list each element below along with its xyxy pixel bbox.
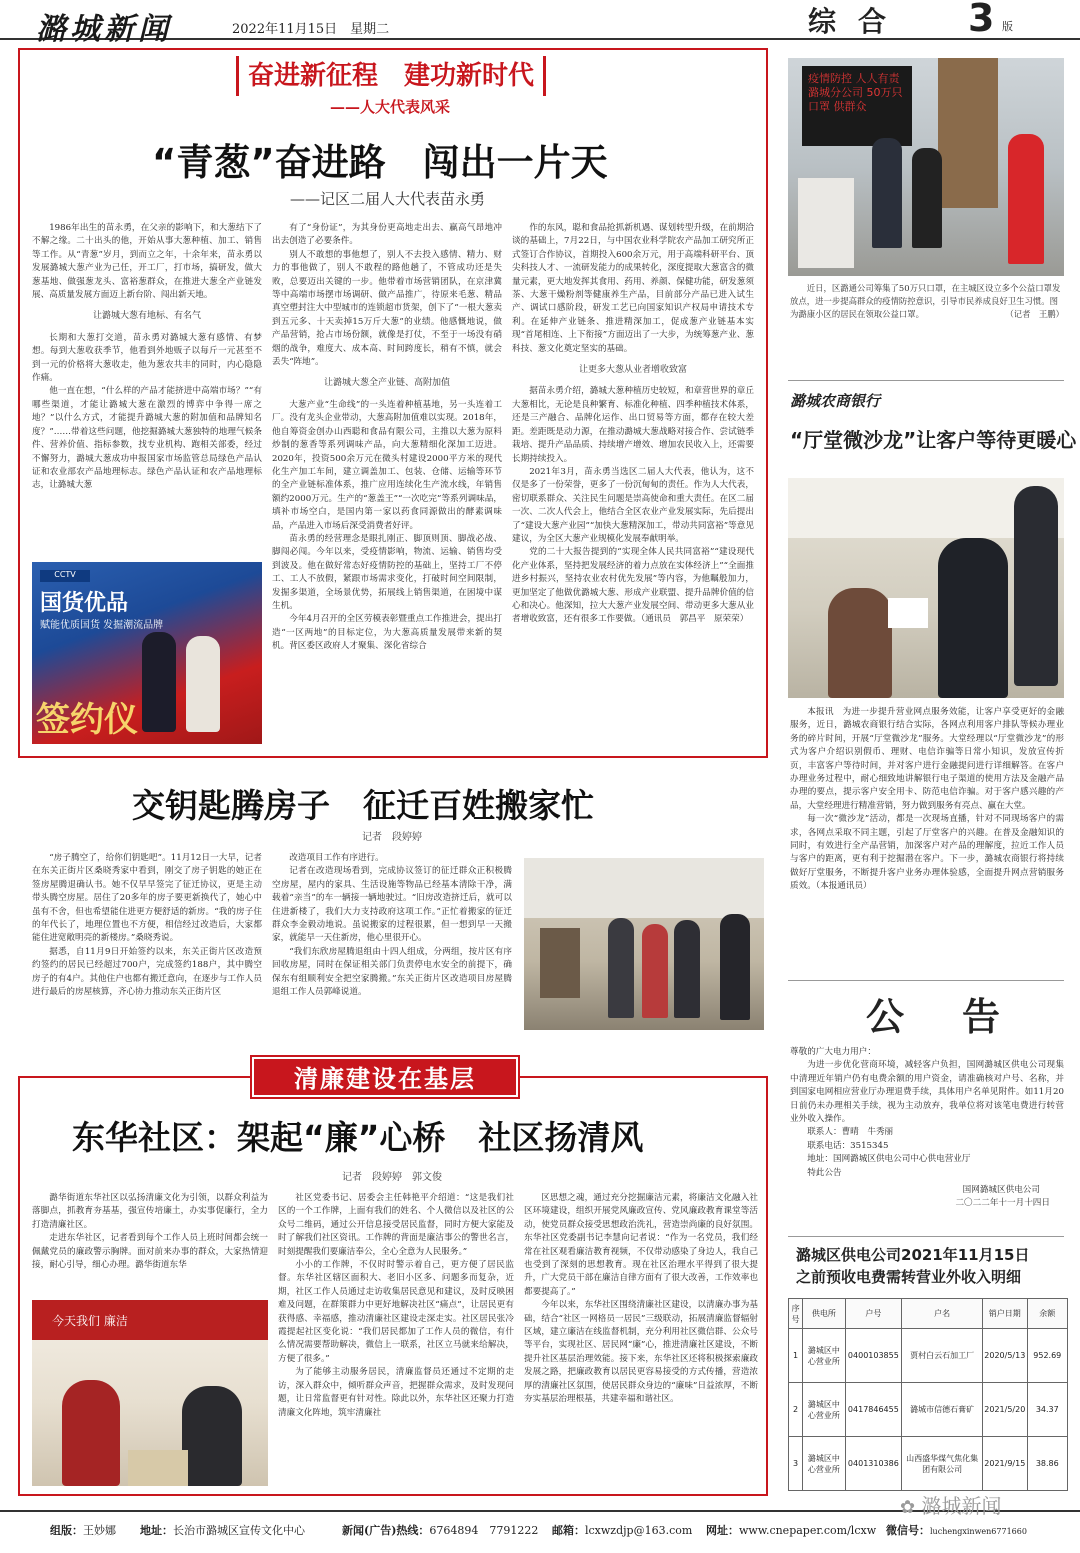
person-figure-icon [1014,486,1058,686]
photo-label: 国货优品 [40,591,129,616]
col-header: 户名 [902,1299,983,1329]
table-cell: 山西盛华煤气焦化集团有限公司 [902,1437,983,1491]
paragraph: 社区党委书记、居委会主任韩艳平介绍道：“这是我们社区的一个工作牌，上面有我们的姓名、个人微信以及社区的公众号二维码，通过公开信息接受居民监督，同时方便大家能及时了解我们社区资讯。工作牌的背面是廉洁事公的警世名言，时刻提醒我们要廉洁奉公，全心全意为人民服务。” [278,1193,514,1257]
door-shape [938,58,998,208]
paragraph: 区思想之魂，通过充分挖掘廉洁元素，将廉洁文化融入社区环境建设，组织开展党风廉政宣传、党风廉政教育课堂等活动，使党员群众接受思想政治洗礼，营造崇尚廉的良好氛围。东华社区党委副书记李慧向记者说：“作为一名党员，我们经常在社区观看廉洁教育视频，不仅带动感染了身边人，我自己也受到了深刻的思想教育。现在社区治理水平得到了很大提升，广大党员干部在廉洁自律方面有了很大改善，工作效率也都要提高了。” [524,1193,758,1297]
table-cell: 38.86 [1027,1437,1067,1491]
paragraph: 苗永勇的经营理念是眼扎刚正、脚顶则顶、脚战必战、脚闯必闯。今年以来，受疫情影响，物流、运输、销售均受到波及。他在做好常态好疫情防控的基础上，坚持工厂不停工、工人不放假，紧跟市场需求变化，打破时间空间限制，发掘多渠道，全场景优势，拓展线上销售渠道，在困境中谋生机。 [272,533,502,611]
table-cell: 1 [789,1329,803,1383]
footer-hotline [342,1522,538,1538]
story3-col1 [32,1192,268,1294]
photo-banner-big: 签约仪 [36,700,138,740]
paragraph: 1986年出生的苗永勇，在父亲的影响下，和大葱结下了不解之缘。二十出头的他，开始从事大葱种植、加工、销售等工作。从“青葱”岁月，到而立之年，十余年来，苗永勇以发展潞城大葱产业为己任，开工厂，打市场，搞研发，做大葱基地、做强葱龙头、富裕葱群众，在推进大葱全产业链发展、高质量发展方面迈上新台阶、闯出新天地。 [32,223,262,301]
table-cell: 潞城市信德石膏矿 [902,1383,983,1437]
story3-col2 [278,1192,514,1488]
footer-label: 组版： [50,1524,83,1537]
notice-greeting: 尊敬的广大电力用户： [790,1047,876,1057]
right-top-photo [788,58,1064,276]
divider [788,1236,1064,1237]
table-row [789,1437,1068,1491]
paragraph: 他一直在想，“什么样的产品才能挤进中高端市场？”“有哪些渠道，才能让潞城大葱在激烈的博弈中争得一席之地？”以什么方式，才能提升潞城大葱的附加值和品牌知名度？”……带着这些问题，他挖掘潞城大葱独特的地理气候条件、营养价值、指标参数，找专业机构、跑相关部委，经过不懈努力，潞城大葱成功申报国家市场监管总局绿色产品认证和农业部农产品地理标志。绿色产品认证和农产品地理标志，让潞城大葱 [32,386,262,491]
leaflet-shape [888,598,928,628]
person-figure-icon [186,636,220,732]
footer-label: 地址： [140,1524,173,1537]
paragraph: 潞华街道东华社区以弘扬清廉文化为引领，以群众利益为落脚点，抓教育夯基基，强宣传培廉土，办实事促廉行，全力打造清廉社区。 [32,1193,268,1230]
person-figure-icon [62,1380,120,1486]
footer-wechat [886,1522,1027,1538]
table-row [789,1329,1068,1383]
table-cell: 0417846455 [845,1383,902,1437]
story1-headline: “青葱”奋进路 闯出一片天 [152,141,608,184]
page-number: 3 [968,0,995,40]
table-cell: 2 [789,1383,803,1437]
wechat-logo-icon: ✿ [900,1497,916,1518]
issue-date: 2022年11月15日 星期二 [232,22,390,37]
table-cell: 2021/9/15 [983,1437,1028,1491]
table-row [789,1383,1068,1437]
paragraph: 为了能够主动服务居民，清廉监督员还通过不定期的走访，深入群众中，倾听群众声音，把握群众需求，及时发现问题，让日常监督更有针对性。除此以外，东华社区还聚力打造清廉文化阵地，筑牢清廉社 [278,1367,514,1418]
cctv-logo-icon: CCTV [40,570,90,582]
paragraph: 走进东华社区，记者看到每个工作人员上班时间都会统一佩戴党员的廉政警示胸牌。面对前来办事的群众，大家热情迎接，耐心引导，细心办理。潞华街道东华 [32,1233,268,1271]
story2-byline: 记者 段婷婷 [362,832,422,843]
notice-phone: 联系电话：3515345 [807,1140,889,1151]
page-suffix: 版 [1002,20,1013,33]
story3-photo [32,1300,268,1486]
table-cell: 潞城区中心营业所 [803,1383,845,1437]
story1-kicker-sub: ——人大代表风采 [330,98,451,116]
caption-text: 近日，区潞通公司筹集了50万只口罩，在主城区设立多个公益口罩发放点，进一步提高群众的疫情防控意识，引导市民养成良好卫生习惯。图为潞康小区的居民在领取公益口罩。 [790,283,1061,319]
col-header: 供电所 [803,1299,845,1329]
table-cell: 贾村白云石加工厂 [902,1329,983,1383]
person-figure-icon [938,538,1008,698]
paragraph: 长期和大葱打交道，苗永勇对潞城大葱有感情、有梦想。每到大葱收获季节，他看到外地贩子以每斤一元甚至不到一元的价格将大葱收走，他为葱农共丰的同时，内心隐隐作痛。 [32,332,262,384]
footer-editor [50,1522,116,1538]
footer-label: 网址： [706,1524,739,1537]
table-cell: 2020/5/13 [983,1329,1028,1383]
person-figure-icon [720,914,750,1020]
footer-value: 6764894 7791222 [429,1524,539,1537]
wall-shape [524,858,764,918]
table-cell: 2021/5/20 [983,1383,1028,1437]
story1-col1 [32,222,262,552]
paragraph: 党的二十大报告提到的“实现全体人民共同富裕”“建设现代化产业体系，坚持把发展经济的着力点放在实体经济上”“全面推进乡村振兴，坚持农业农村优先发展”等内容，为他瞩般加力，更加坚定了他做优潞城大葱、形成产业联盟、提升品牌价值的信心和决心。他深知，拉大大葱产业发展空间、带动更多大葱从业者增收致富，还有很多工作要做。（通讯员 郭昌平 原荣荣） [512,547,754,625]
desk-shape [128,1450,188,1486]
notice-body [790,1046,1064,1238]
story1-subheading-1: 让潞城大葱有地标、有名气 [92,311,201,322]
notice-tail: 特此公告 [807,1167,842,1178]
paragraph: “我们东欣房屋腾退组由十四人组成，分两组，按片区有序回收房屋，同时在保证相关部门负责停电水安全的前提下，确保东有组顺利安全把空家腾搬。”东关正街片区改造项目房屋腾退组工作人员郭峰说道。 [272,946,512,998]
person-figure-icon [642,924,668,1018]
person-figure-icon [608,918,634,1018]
story3-col3 [524,1192,758,1488]
bank-photo [788,478,1064,698]
person-figure-icon [182,1386,242,1486]
footer-label: 新闻(广告)热线： [342,1524,430,1537]
paragraph: 作的东风，聪和食品抢抓新机遇、谋划转型升级，在前期洽谈的基础上，7月22日，与中国农业科学院农产品加工研究所正式签订合作协议，首期投入600余万元，用于高端科研平台、顶尖科技人才、一流研发能力的成果转化，深度提取大葱富含的微量元素，更大地发挥其食用、药用、养颜、保健功能，研发葱须茶、大葱干燥粉剂等健康养生产品，目前部分产品已进入试生产、调试口感阶段，研发工艺已向国家知识产权局申请技术专利。在延伸产业链条、推进精深加工，促成葱产业链基本实现“首尾相连、上下衔接”方面迈出了一大步，为统筹葱产业、葱科技、葱文化奠定坚实的基础。 [512,223,754,354]
footer-label: 微信号： [886,1524,930,1537]
paragraph: “房子腾空了，给你们钥匙吧”。11月12日一大早，记者在东关正街片区桑晓秀家中看到，刚交了房子钥匙的她正在签房屋腾退确认书。她不仅早早签完了征迁协议，更是主动带头腾空房屋。居住了20多年的房子要更新换代了，她心中虽有不舍，但也希望能住进更方便舒适的新房。“我的房子住的年代长了，地理位置也不方便，相信经过改造后，大家都能住进宽敞明亮的新楼房。”桑晓秀说。 [32,853,262,944]
footer-value: 长治市潞城区宣传文化中心 [173,1524,305,1537]
footer-label: 邮箱： [552,1524,585,1537]
led-sign: 疫情防控 人人有责 潞城分公司 50万只口罩 供群众 [802,66,912,146]
story2-col1 [32,852,262,1034]
table-header-row [789,1299,1068,1329]
paragraph: 今年以来，东华社区围绕清廉社区建设，以清廉办事为基础，结合“社区一网格员一居民”三级联动，拓展清廉监督辐射区域，建立廉洁在线监督机制，充分利用社区微信群、公众号等平台，实现社区、居民网“廉”心，推进清廉社区建设，不断提升社区基层治理效能。接下来，东华社区还将积极探索廉政发展之路，把廉政教育以居民更容易接受的方式传播，营造浓厚的清廉社区氛围，使居民群众身边的“廉味”日益浓厚，不断夯实基层治理根基，共建幸福和谐社区。 [524,1300,758,1405]
paragraph: 小小的工作牌，不仅时时警示着自己，更方便了居民监督。东华社区辖区面积大、老旧小区多、问题多而复杂，近期，社区工作人员通过走访收集居民意见和建议，及时反映困难及问题，在群策群力中更好地解决社区“痛点”，让居民更有获得感、幸福感，推动清廉社区建设走深走实。社区居民张冷霞提起社区变化说：“我们居民都加了工作人员的微信，有什么情况需要帮助解决，微信上一联系，社区立马就来给解决，方便了很多。” [278,1260,514,1364]
notice-date: 二〇二二年十一月十四日 [955,1198,1050,1209]
story3-headline: 东华社区：架起“廉”心桥 社区扬清风 [72,1118,644,1157]
paragraph: 本报讯 为进一步提升营业网点服务效能，让客户享受更好的金融服务，近日，潞城农商银行结合实际，各网点利用客户排队等候办理业务的碎片时间，开展“厅堂微沙龙”服务。大堂经理以“厅堂微沙龙”的形式为客户介绍识别假币、理财、电信诈骗等日常小知识，发放宣传折页，丰富客户等待时间，并对客户进行金融提问进行详细解答。在客户办理业务过程中，耐心细致地讲解银行电子渠道的使用方法及金融产品办理的要点，提示客户安全用卡、防范电信诈骗。对于客户感兴趣的产品，大堂经理进行精准营销，努力做到服务有亮点、赢在大堂。 [790,707,1064,811]
col-header: 户号 [845,1299,902,1329]
person-figure-icon [1008,134,1044,264]
footer-value: 王妙娜 [83,1524,116,1537]
bill-title-1: 潞城区供电公司2021年11月15日 [796,1246,1030,1264]
table-cell: 0401310386 [845,1437,902,1491]
caption-credit: （记者 王鹏） [1005,309,1064,319]
story3-kicker: 清廉建设在基层 [252,1057,518,1097]
person-figure-icon [142,632,176,732]
paragraph: 改造项目工作有序进行。 [289,853,384,863]
story3-byline: 记者 段婷婷 郭文俊 [342,1172,442,1183]
footer-value: luchengxinwen6771660 [930,1527,1027,1536]
paragraph: 据悉，自11月9日开始签约以来，东关正街片区改造预约签约的居民已经超过700户，完成签约188户，其中腾空房子的有4户。其他住户也都有搬迁意向，在逐步与工作人员进行最后的房屋核算，齐心协力推动东关正街片区 [32,946,262,998]
watermark-text: 潞城新闻 [921,1494,1002,1518]
notice-org: 国网潞城区供电公司 [962,1185,1040,1196]
paragraph: 据苗永勇介绍，潞城大葱种植历史较短，和章营世界的章丘大葱相比，无论是良种繁育、标准化种植、四季种植技术体系，还是三产融合、品牌化运作、出口贸易等方面，都存在较大差距。差距既是动力源，在推动潞城大葱战略对接合作、尝试链季栽培、提升产品品质、持续增产增效、增加农民收入上，还需要长期持续投入。 [512,386,754,464]
divider [788,380,1064,381]
story1-col2 [272,222,502,742]
table-cell: 0400103855 [845,1329,902,1383]
table-cell: 3 [789,1437,803,1491]
col-header: 余额 [1027,1299,1067,1329]
footer-email [552,1522,692,1538]
story2-headline: 交钥匙腾房子 征迁百姓搬家忙 [132,786,594,825]
story2-photo [524,858,764,1030]
wechat-watermark [900,1490,1001,1519]
col-header: 销户日期 [983,1299,1028,1329]
notice-address: 地址：国网潞城区供电公司中心供电营业厅 [807,1154,971,1165]
paragraph: 2021年3月，苗永勇当选区二届人大代表，他认为，这不仅是多了一份荣誉，更多了一份沉甸甸的责任。作为人大代表，密切联系群众、关注民生问题是崇高使命和重大责任。在区二届一次、二次人代会上，他结合全区农业产业发展实际，先后提出了“建设大葱产业园”“加快大葱精深加工，带动共同富裕”等意见建议，为全区大葱产业规模化发展奉献明举。 [512,466,754,544]
notice-title: 公 告 [866,995,1011,1039]
footer-web[interactable] [706,1522,876,1538]
person-figure-icon [828,588,892,698]
bank-headline: “厅堂微沙龙”让客户等待更暖心 [790,428,1077,452]
story2-col2 [272,852,512,1034]
divider [788,980,1064,981]
furniture-shape [540,928,580,998]
paragraph: 有了“身份证”，为其身份更高地走出去、赢高气昂地冲出去创造了必要条件。 [272,223,502,247]
photo-banner-text: 赋能优质国货 发掘潮流品牌 [40,620,164,631]
right-top-caption [790,282,1064,321]
story1-kicker: 奋进新征程 建功新时代 [236,56,546,96]
col-header: 序号 [789,1299,803,1329]
photo-wall-banner: 今天我们 廉洁 [32,1300,268,1340]
masthead [0,0,1080,47]
person-figure-icon [674,920,700,1018]
section-name: 综合 [808,5,909,38]
paragraph: 大葱产业“生命线”的一头连着种植基地，另一头连着工厂。没有龙头企业带动，大葱高附加值难以实现。2018年，他自筹资金创办山西聪和食品有限公司，主推以大葱为原料炒制的葱香等系列调味产品，向大葱精细化深加工迈进。2020年，投资500余万元在微头村建设2000平方米的现代化生产加工车间，建立调盖加工、包装、仓储、运输等环节的全产业链标准体系，推广应用连续化生产流水线，年销售额约2000万元。生产的“葱盖王”“一次吃完”等系列调味品，填补市场空白，是国内第一家以药食同源做出的酵素调味品，产品进入市场后深受消费者好评。 [272,399,502,531]
bill-table [788,1298,1068,1491]
table-cell: 潞城区中心营业所 [803,1437,845,1491]
person-figure-icon [912,148,942,248]
paragraph: 每一次“微沙龙”活动，都是一次现场直播，针对不同现场客户的需求，各网点采取不同主题，引起了厅堂客户的兴趣。在普及金融知识的同时，有效进行全产品营销，加深客户对产品的理解度，拉近工作人员与客户的距离，更有利于挖掘潜在客户。下一步，潞城农商银行将持续做好厅堂服务，不断提升客户业务办理体验感，全面提升网点营销服务质效。（本报通讯员） [790,814,1064,892]
table-cell: 34.37 [1027,1383,1067,1437]
story1-subheading-3: 让更多大葱从业者增收致富 [578,365,687,376]
bill-title-2: 之前预收电费需转营业外收入明细 [796,1268,1022,1286]
story1-subheading-2: 让潞城大葱全产业链、高附加值 [323,378,450,389]
notice-contact: 联系人：曹晴 牛秀丽 [807,1127,894,1138]
footer-value: www.cnepaper.com/lcxw [739,1524,877,1537]
paragraph: 记者在改造现场看到，完成协议签订的征迁群众正积极腾空房屋，屋内的家具、生活设施等物品已经基本清除干净，满载着“亲当”的车一辆接一辆地驶过。“旧房改造挤迁后，就可以住进新楼了，我们大力支持政府这项工作。”正忙着搬家的征迁群众李金毅动地说。虽说搬家的过程很累，但一想到早一天搬家，就能早一天住新房，他心里很开心。 [272,866,512,944]
story1-signing-photo [32,562,262,744]
paragraph: 别人不敢想的事他想了，别人不去投入感情、精力、财力的事他做了，别人不敢程的路他趟了，不管成功还是失败，总要迈出关键的一步。他带着市场营销团队，在京津冀等中高端市场摆市场调研、做产品推广，待原来毛葱、精品真空塑封注大中型城市的连锁超市货架，创下了“一根大葱卖到五元多、十天卖掉15万斤大葱”的业绩。他感慨地说，做产品营销，抢占市场份额，就像是打仗，不至于一场没有硝烟的战争，难度大、成本高、时间跨度长，稍有不慎，就会丢失“阵地”。 [272,249,502,368]
table-cell: 潞城区中心营业所 [803,1329,845,1383]
story1-subhead: ——记区二届人大代表苗永勇 [290,190,486,208]
bank-body [790,706,1064,976]
table-cell: 952.69 [1027,1329,1067,1383]
paragraph: 为进一步优化营商环境，减轻客户负担，国网潞城区供电公司现集中清理近年销户仍有电费余额的用户资金，请准确核对户号、名称，并到国家电网相应营业厅办理退费手续，具体用户名单见附件。如11月20日前仍未办理相关手续，视为主动放弃，我单位将对该笔电费进行转营业外收入操作。 [790,1060,1064,1125]
story1-col3 [512,222,754,742]
footer-address [140,1522,305,1538]
paragraph: 今年4月召开的全区劳模表彰暨重点工作推进会，提出打造“一区两地”的目标定位，为大葱高质量发展带来新的契机。背区委区政府人才聚集、深化省综合 [272,614,502,652]
bank-brand: 潞城农商银行 [790,392,881,410]
footer-value: lcxwzdjp@163.com [585,1524,693,1537]
newspaper-logo: 潞城新闻 [36,12,172,47]
person-figure-icon [872,138,902,248]
info-board-shape [798,178,854,268]
